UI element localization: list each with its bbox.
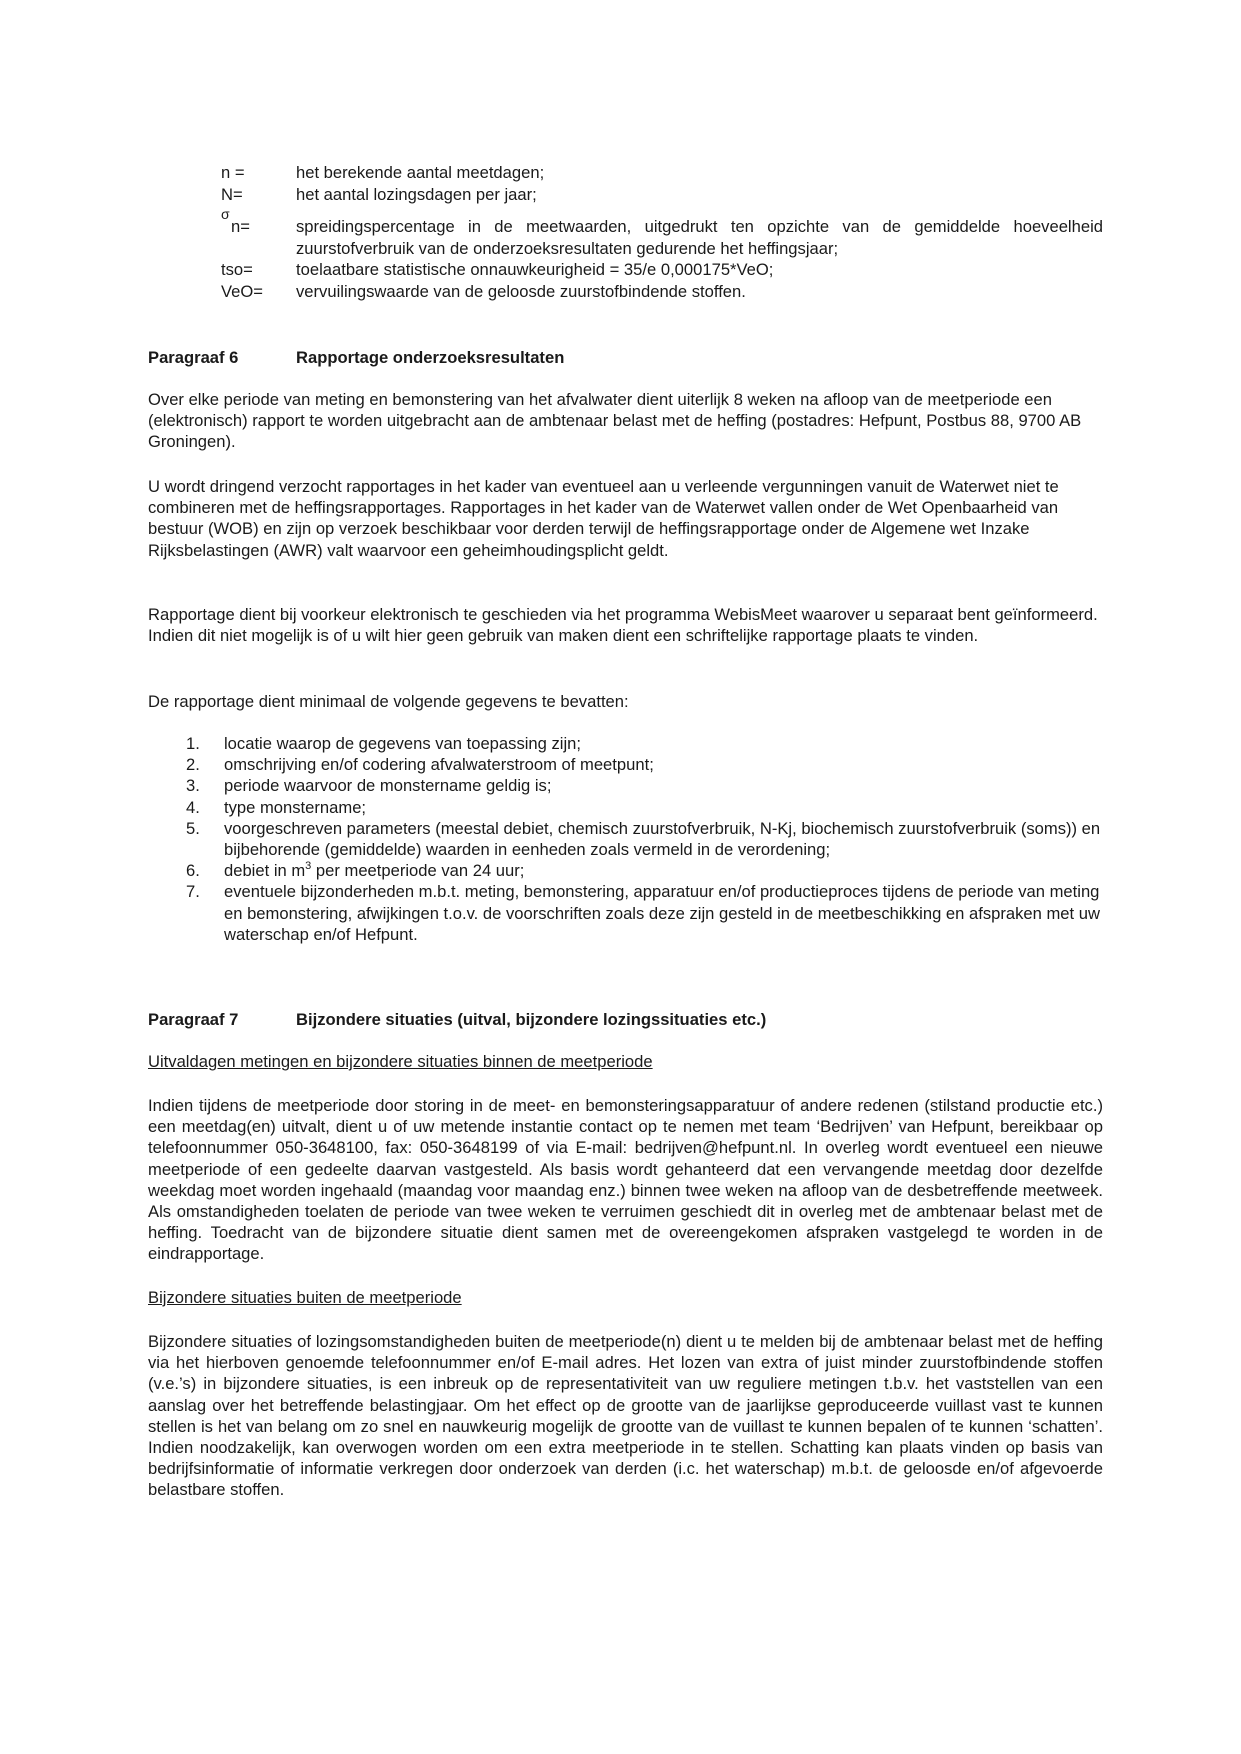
definition-description: spreidingspercentage in de meetwaarden, uitgedrukt ten opzichte van de gemiddelde hoeveelheid zuurstofverbruik van de onderzoeksresultaten gedurende het heffingsjaar; <box>296 217 1103 258</box>
section-heading-7 <box>148 1009 1103 1030</box>
definition-description: het berekende aantal meetdagen; <box>296 163 545 182</box>
subheading: Bijzondere situaties buiten de meetperiode <box>148 1288 462 1307</box>
list-item <box>148 860 1103 881</box>
list-item <box>148 733 1103 754</box>
list-item-text: locatie waarop de gegevens van toepassing zijn; <box>224 734 582 753</box>
paragraph: Bijzondere situaties of lozingsomstandigheden buiten de meetperiode(n) dient u te melden bij de ambtenaar belast met de heffing via het hierboven genoemde telefoonnummer en/of E-mail adres. Het lozen van extra of juist minder zuurstofbindende stoffen (v.e.’s) in bijzondere situaties, is een inbreuk op de representativiteit van uw reguliere metingen t.b.v. het vaststellen van een aanslag over het betreffende belastingjaar. Om het effect op de grootte van de jaarlijkse geproduceerde vuillast vast te kunnen stellen is het van belang om zo snel en nauwkeurig mogelijk de grootte van de vuillast te kunnen bepalen of te kunnen ‘schatten’. Indien noodzakelijk, kan overwogen worden om een extra meetperiode in te stellen. Schatting kan plaats vinden op basis van bedrijfsinformatie of informatie verkregen door onderzoek van derden (i.c. het waterschap) m.b.t. de geloosde en/of afgevoerde belastbare stoffen. <box>148 1332 1103 1500</box>
definition-row <box>221 162 1103 183</box>
superscript-exponent: 3 <box>305 860 312 873</box>
list-item-text: eventuele bijzonderheden m.b.t. meting, bemonstering, apparatuur en/of productieproces tijdens de periode van meting en bemonstering, afwijkingen t.o.v. de voorschriften zoals deze zijn gesteld in de meetbeschikking en afspraken met uw waterschap en/of Hefpunt. <box>224 882 1100 944</box>
definition-row <box>221 184 1103 205</box>
list-item-text <box>224 860 1103 881</box>
requirements-list <box>148 733 1103 945</box>
list-item <box>148 797 1103 818</box>
list-item-text-end: per meetperiode van 24 uur; <box>311 861 525 881</box>
definition-description: toelaatbare statistische onnauwkeurigheid = 35/e 0,000175*VeO; <box>296 259 774 279</box>
definition-term <box>221 206 296 237</box>
definition-row <box>221 259 1103 280</box>
list-item <box>148 754 1103 775</box>
list-item <box>148 775 1103 796</box>
list-item-number: 4. <box>186 797 200 817</box>
paragraph: U wordt dringend verzocht rapportages in het kader van eventueel aan u verleende vergunningen vanuit de Waterwet niet te combineren met de heffingsrapportages. Rapportages in het kader van de Waterwet vallen onder de Wet Openbaarheid van bestuur (WOB) en zijn op verzoek beschikbaar voor derden terwijl de heffingsrapportage onder de Algemene wet Inzake Rijksbelastingen (AWR) valt waarvoor een geheimhoudingsplicht geldt. <box>148 477 1059 560</box>
definition-row <box>221 206 1103 258</box>
list-item-number: 3. <box>186 776 200 796</box>
list-item <box>148 818 1103 860</box>
section-number: Paragraaf 7 <box>148 1010 239 1029</box>
section-title: Bijzondere situaties (uitval, bijzondere lozingssituaties etc.) <box>296 1010 767 1029</box>
section-title: Rapportage onderzoeksresultaten <box>296 348 565 367</box>
list-item-text: voorgeschreven parameters (meestal debiet, chemisch zuurstofverbruik, N-Kj, biochemisch zuurstofverbruik (soms)) en bijbehorende (gemiddelde) waarden in eenheden zoals vermeld in de verordening; <box>224 818 1101 860</box>
list-item-number: 7. <box>186 882 200 902</box>
definition-row <box>221 281 1103 302</box>
definitions-list <box>221 162 1103 302</box>
list-item-text-start: debiet in m <box>224 861 306 881</box>
paragraph: Rapportage dient bij voorkeur elektronisch te geschieden via het programma WebisMeet waarover u separaat bent geïnformeerd. Indien dit niet mogelijk is of u wilt hier geen gebruik van maken dient een schriftelijke rapportage plaats te vinden. <box>148 605 1098 646</box>
list-item-number: 6. <box>186 861 200 881</box>
list-item-text: periode waarvoor de monstername geldig is; <box>224 776 552 796</box>
list-item-number: 1. <box>186 734 200 753</box>
paragraph: De rapportage dient minimaal de volgende gegevens te bevatten: <box>148 692 629 711</box>
paragraph: Over elke periode van meting en bemonstering van het afvalwater dient uiterlijk 8 weken na afloop van de meetperiode een (elektronisch) rapport te worden uitgebracht aan de ambtenaar belast met de heffing (postadres: Hefpunt, Postbus 88, 9700 AB Groningen). <box>148 390 1082 452</box>
definition-term: n = <box>221 163 245 182</box>
subheading: Uitvaldagen metingen en bijzondere situaties binnen de meetperiode <box>148 1052 653 1071</box>
list-item-number: 5. <box>186 818 200 838</box>
list-item <box>148 881 1103 945</box>
sigma-symbol: σ <box>221 206 230 223</box>
definition-term: VeO= <box>221 282 263 302</box>
list-item-text: type monstername; <box>224 797 367 817</box>
sigma-subscript: n= <box>231 217 250 237</box>
section-heading-6 <box>148 347 1103 368</box>
definition-term: N= <box>221 185 243 205</box>
paragraph: Indien tijdens de meetperiode door storing in de meet- en bemonsteringsapparatuur of andere redenen (stilstand productie etc.) een meetdag(en) uitvalt, dient u of uw metende instantie contact op te nemen met team ‘Bedrijven’ van Hefpunt, bereikbaar op telefoonnummer 050-3648100, fax: 050-3648199 of via E-mail: bedrijven@hefpunt.nl. In overleg wordt eventueel een nieuwe meetperiode of een gedeelte daarvan vastgesteld. Als basis wordt gehanteerd dat een vervangende meetdag door dezelfde weekdag moet worden ingehaald (maandag voor maandag enz.) binnen twee weken na afloop van de desbetreffende meetweek. Als omstandigheden toelaten de periode van twee weken te verruimen geschiedt dit in overleg met de ambtenaar belast met de heffing. Toedracht van de bijzondere situatie dient samen met de overeengekomen afspraken vastgelegd te worden in de eindrapportage. <box>148 1096 1103 1264</box>
definition-description: het aantal lozingsdagen per jaar; <box>296 185 537 205</box>
definition-description: vervuilingswaarde van de geloosde zuurstofbindende stoffen. <box>296 282 746 302</box>
section-number: Paragraaf 6 <box>148 348 239 367</box>
list-item-number: 2. <box>186 755 200 775</box>
list-item-text: omschrijving en/of codering afvalwaterstroom of meetpunt; <box>224 755 654 775</box>
definition-term: tso= <box>221 259 253 279</box>
